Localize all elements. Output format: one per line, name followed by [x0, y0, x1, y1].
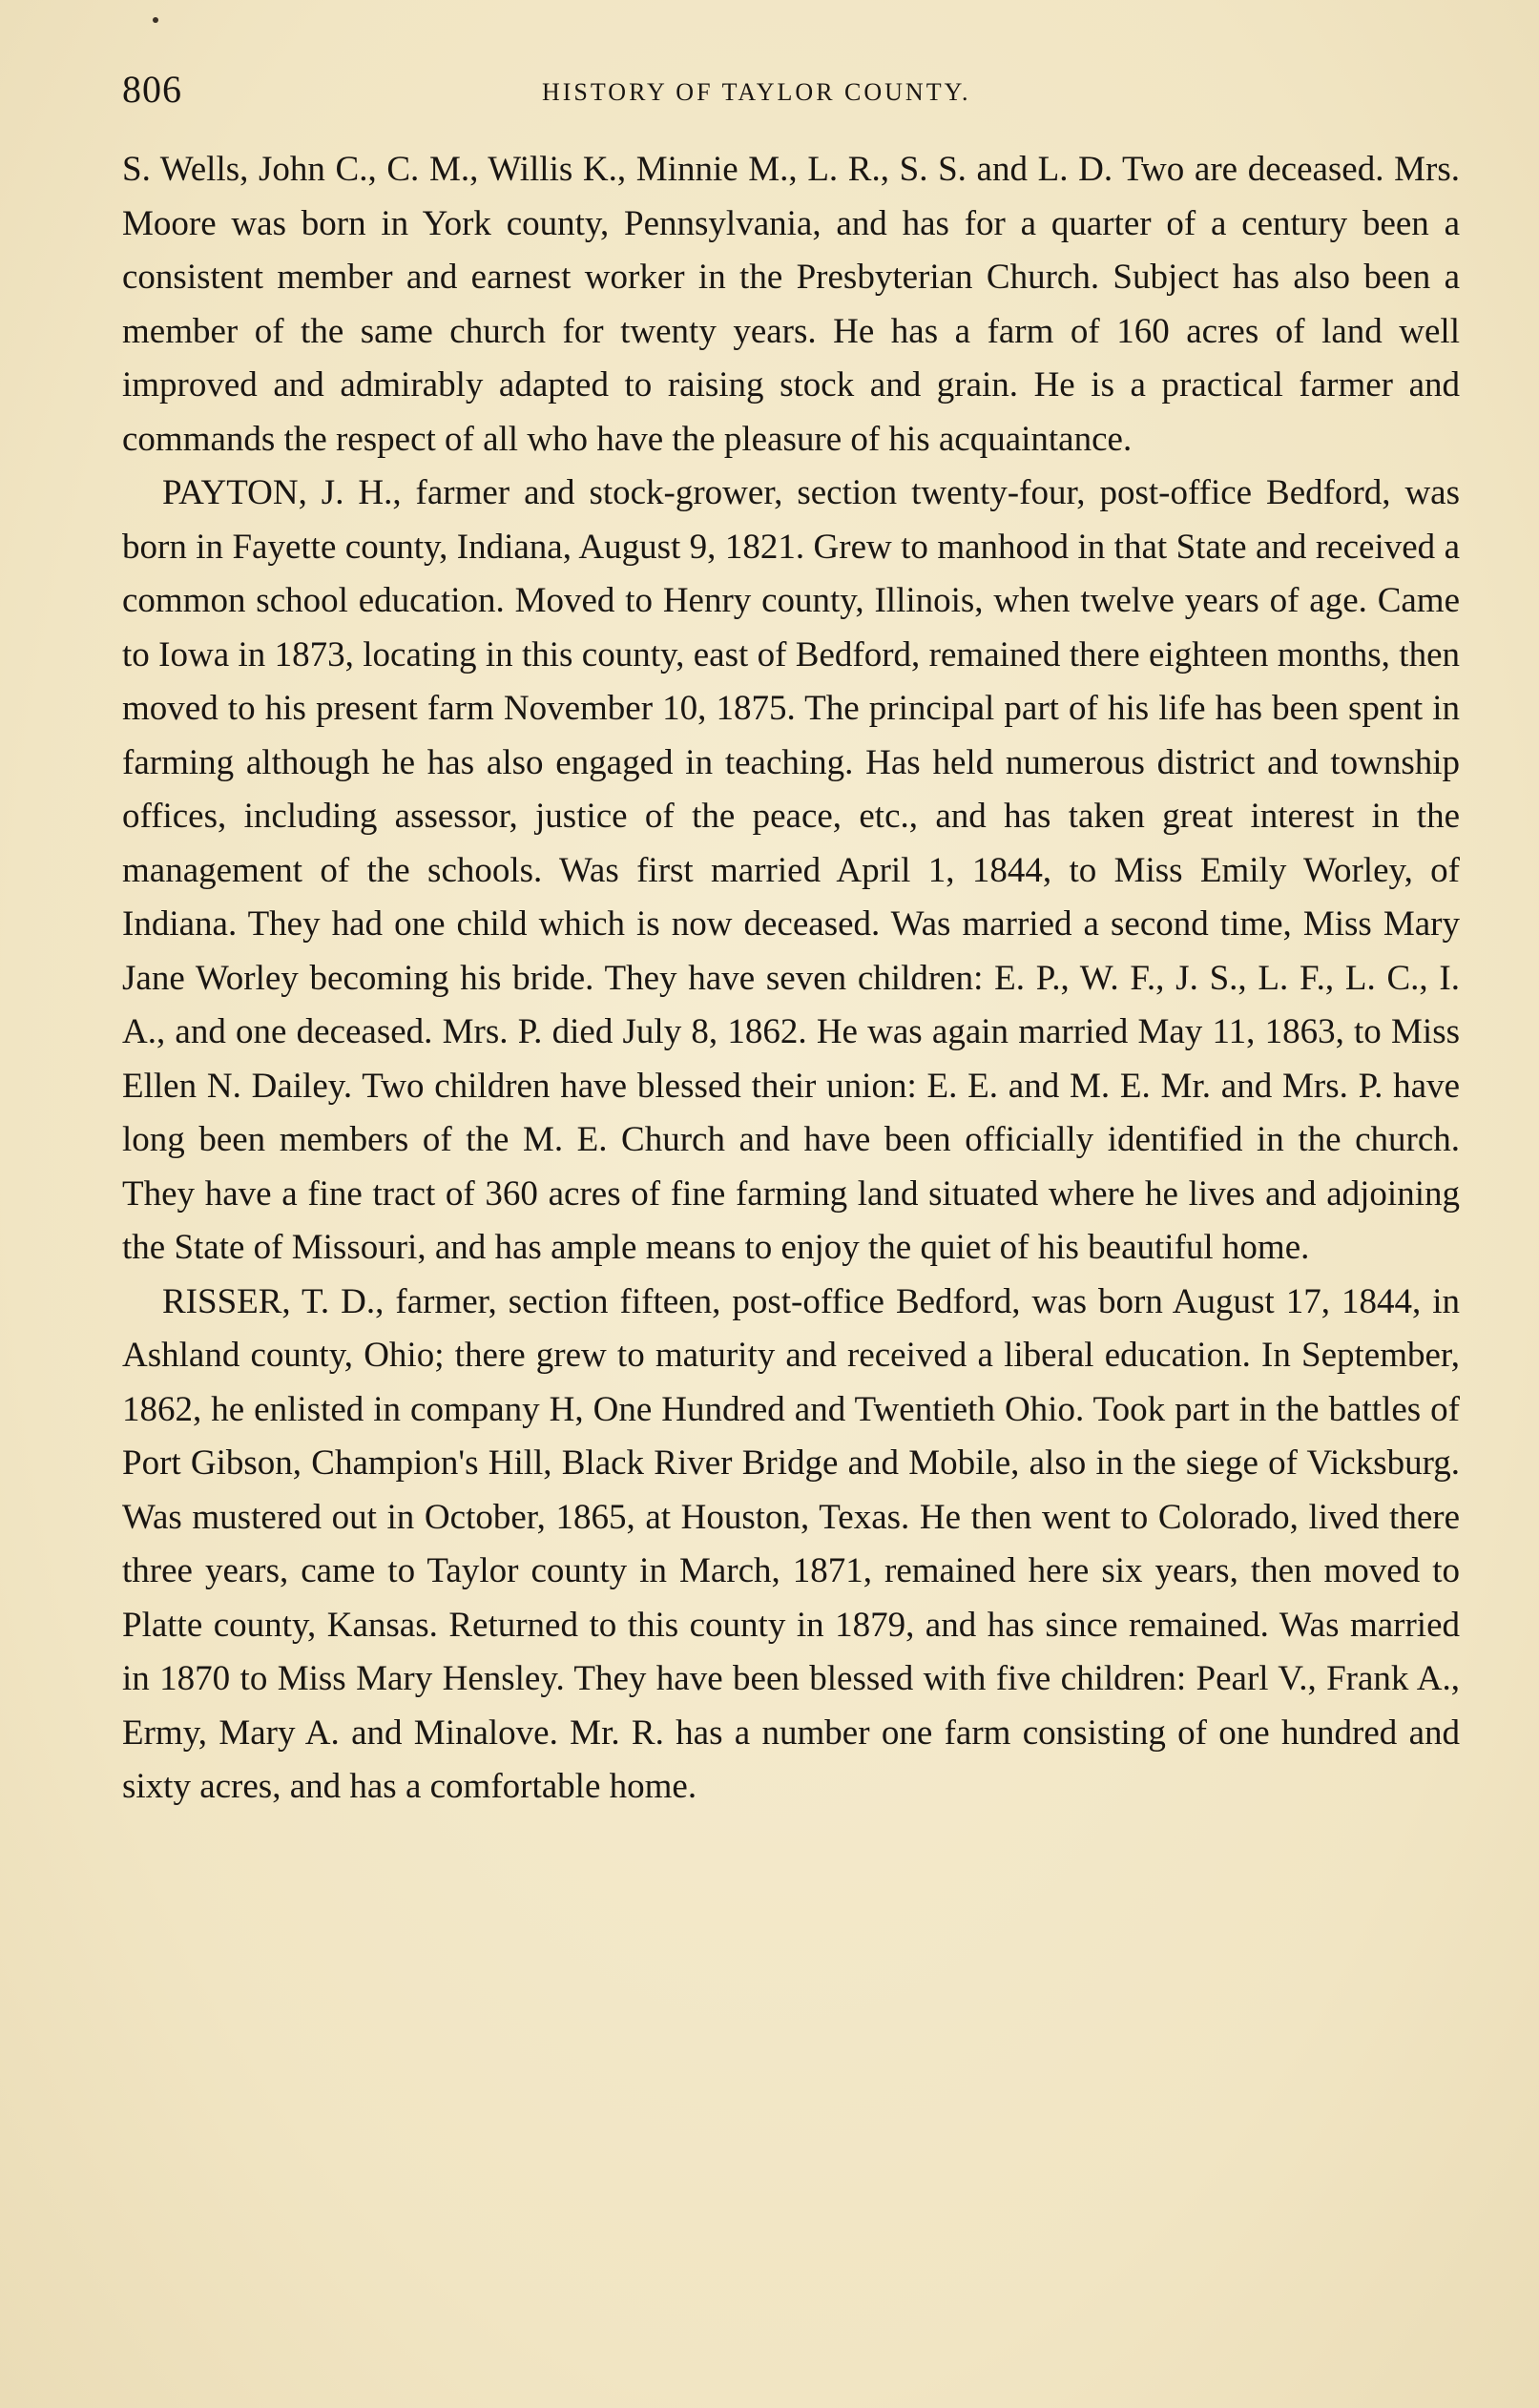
page-header [122, 67, 1458, 124]
page-number: 806 [122, 68, 182, 111]
paragraph-moore-continued: S. Wells, John C., C. M., Willis K., Minnie M., L. R., S. S. and L. D. Two are deceased. Mrs. Moore was born in York county, Pennsylvania, and has for a quarter of a century been a consistent member and earnest worker in the Presbyterian Church. Subject has also been a member of the same church for twenty years. He has a farm of 160 acres of land well improved and admirably adapted to raising stock and grain. He is a practical farmer and commands the respect of all who have the pleasure of his acquaintance. [122, 150, 1460, 459]
paragraph-payton: PAYTON, J. H., farmer and stock-grower, section twenty-four, post-office Bedford, was born in Fayette county, Indiana, August 9, 1821. Grew to manhood in that State and received a common school education. Moved to Henry county, Illinois, when twelve years of age. Came to Iowa in 1873, locating in this county, east of Bedford, remained there eighteen months, then moved to his present farm November 10, 1875. The principal part of his life has been spent in farming although he has also engaged in teaching. Has held numerous district and township offices, including assessor, justice of the peace, etc., and has taken great interest in the management of the schools. Was first married April 1, 1844, to Miss Emily Worley, of Indiana. They had one child which is now deceased. Was married a second time, Miss Mary Jane Worley becoming his bride. They have seven children: E. P., W. F., J. S., L. F., L. C., I. A., and one deceased. Mrs. P. died July 8, 1862. He was again married May 11, 1863, to Miss Ellen N. Dailey. Two children have blessed their union: E. E. and M. E. Mr. and Mrs. P. have long been members of the M. E. Church and have been officially identified in the church. They have a fine tract of 360 acres of fine farming land situated where he lives and adjoining the State of Missouri, and has ample means to enjoy the quiet of his beautiful home. [122, 473, 1460, 1267]
ink-speck [153, 17, 158, 23]
body-text [122, 143, 1460, 1815]
paragraph-risser: RISSER, T. D., farmer, section fifteen, post-office Bedford, was born August 17, 1844, in Ashland county, Ohio; there grew to maturity and received a liberal education. In September, 1862, he enlisted in company H, One Hundred and Twentieth Ohio. Took part in the battles of Port Gibson, Champion's Hill, Black River Bridge and Mobile, also in the siege of Vicksburg. Was mustered out in October, 1865, at Houston, Texas. He then went to Colorado, lived there three years, came to Taylor county in March, 1871, remained here six years, then moved to Platte county, Kansas. Returned to this county in 1879, and has since remained. Was married in 1870 to Miss Mary Hensley. They have been blessed with five children: Pearl V., Frank A., Ermy, Mary A. and Minalove. Mr. R. has a number one farm consisting of one hundred and sixty acres, and has a comfortable home. [122, 1281, 1460, 1806]
running-head: HISTORY OF TAYLOR COUNTY. [542, 78, 971, 106]
